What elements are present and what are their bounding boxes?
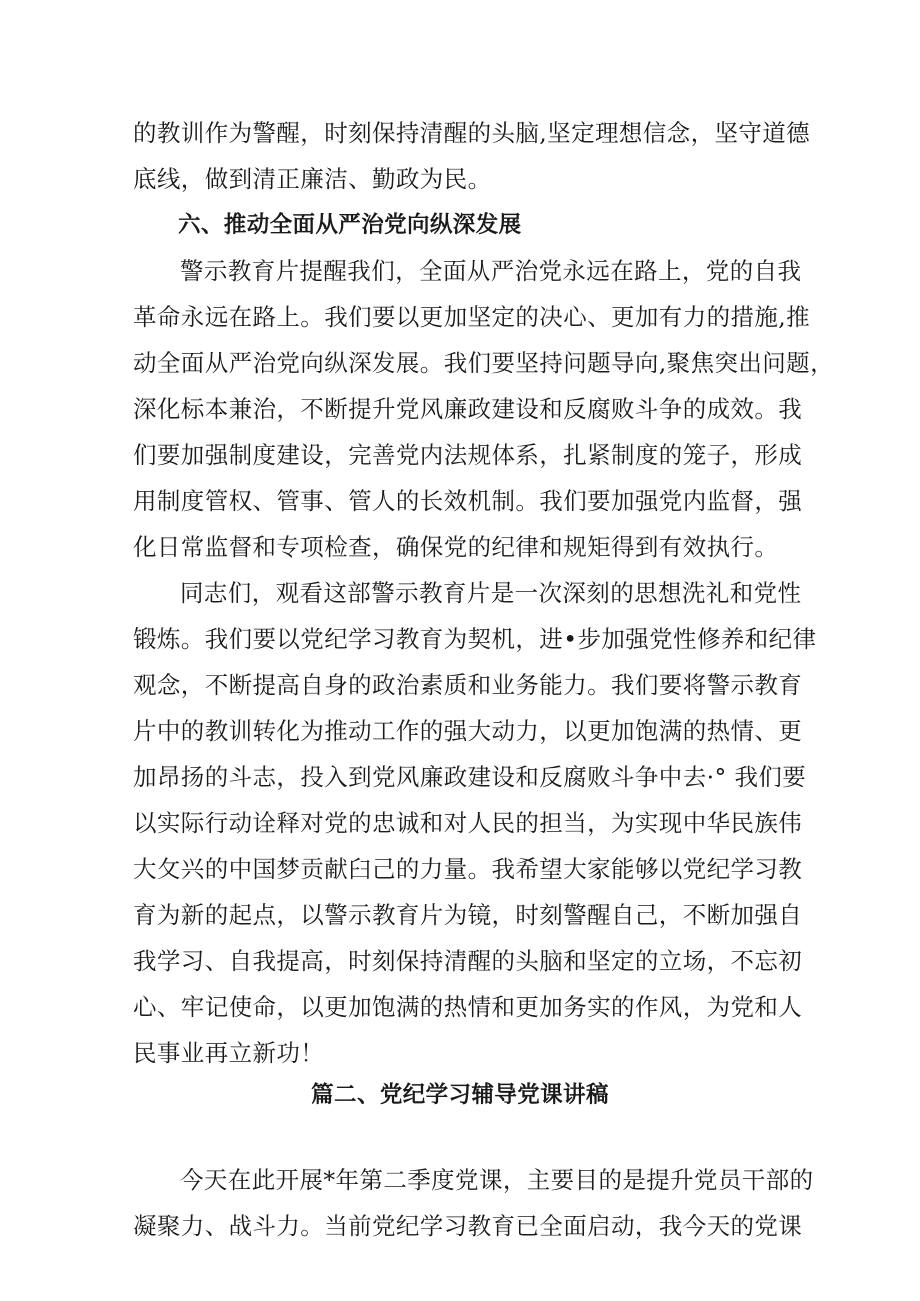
chapter-title: 篇二、党纪学习辅导党课讲稿 xyxy=(311,1082,609,1108)
paragraph-line: 片中的教训转化为推动工作的强大动力，以更加饱满的热情、更 xyxy=(133,717,803,745)
paragraph-line: 用制度管权、管事、管人的长效机制。我们要加强党内监督，强 xyxy=(133,487,803,515)
paragraph-line: 深化标本兼治，不断提升党风廉政建设和反腐败斗争的成效。我 xyxy=(133,395,803,423)
paragraph-line: 化日常监督和专项检查，确保党的纪律和规矩得到有效执行。 xyxy=(133,533,779,561)
paragraph-line: 动全面从严治党向纵深发展。我们要坚持问题导向,聚焦突出问题， xyxy=(133,349,834,377)
paragraph-line: 今天在此开展*年第二季度党课，主要目的是提升党员干部的 xyxy=(180,1166,814,1194)
paragraph-line: 们要加强制度建设，完善党内法规体系，扎紧制度的笼子，形成 xyxy=(133,441,803,469)
paragraph-line: 观念，不断提高自身的政治素质和业务能力。我们要将警示教育 xyxy=(133,671,803,699)
paragraph-line: 心、牢记使命，以更加饱满的热情和更加务实的作风，为党和人 xyxy=(133,993,803,1021)
paragraph-line: 我学习、自我提高，时刻保持清醒的头脑和坚定的立场，不忘初 xyxy=(133,947,803,975)
paragraph-line: 民事业再立新功！ xyxy=(133,1039,325,1067)
paragraph-line: 凝聚力、战斗力。当前党纪学习教育已全面启动，我今天的党课 xyxy=(133,1212,803,1240)
paragraph-line: 育为新的起点，以警示教育片为镜，时刻警醒自己，不断加强自 xyxy=(133,901,803,929)
paragraph-line: 警示教育片提醒我们，全面从严治党永远在路上，党的自我 xyxy=(180,257,802,285)
paragraph-line: 的教训作为警醒，时刻保持清醒的头脑,坚定理想信念，坚守道德 xyxy=(133,119,811,147)
paragraph-line: 底线，做到清正廉洁、勤政为民。 xyxy=(133,165,492,193)
paragraph-line: 加昂扬的斗志，投入到党风廉政建设和反腐败斗争中去·° 我们要 xyxy=(133,763,807,791)
paragraph-line: 同志们，观看这部警示教育片是一次深刻的思想洗礼和党性 xyxy=(180,579,802,607)
paragraph-line: 以实际行动诠释对党的忠诚和对人民的担当，为实现中华民族伟 xyxy=(133,809,803,837)
paragraph-line: 革命永远在路上。我们要以更加坚定的决心、更加有力的措施,推 xyxy=(133,303,811,331)
paragraph-line: 大攵兴的中国梦贡献臼己的力量。我希望大家能够以党纪学习教 xyxy=(133,855,803,883)
section-heading: 六、推动全面从严治党向纵深发展 xyxy=(178,212,522,238)
paragraph-line: 锻炼。我们要以党纪学习教育为契机，进•步加强党性修养和纪律 xyxy=(133,625,817,653)
